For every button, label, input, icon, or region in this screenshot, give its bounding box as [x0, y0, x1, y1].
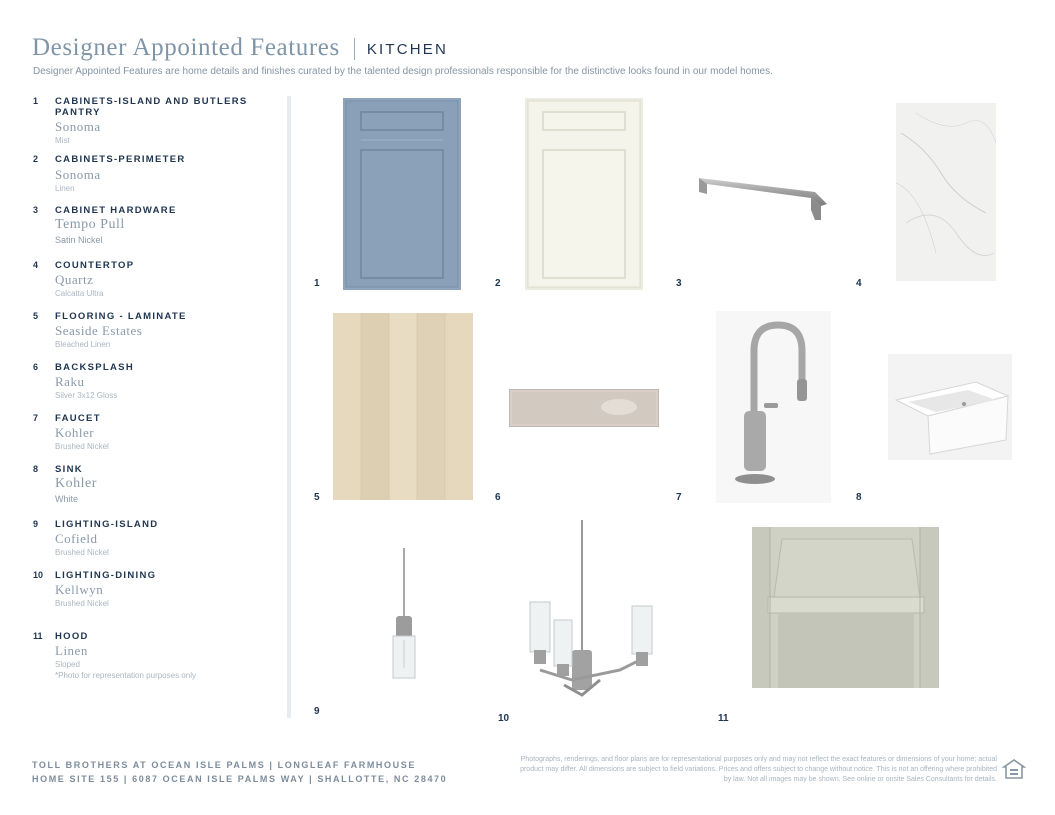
- image-label: 10: [498, 713, 510, 724]
- feature-product: Tempo Pull: [55, 217, 125, 232]
- feature-number: 5: [33, 311, 39, 321]
- feature-product: Sonoma: [55, 167, 101, 182]
- community-line-1: TOLL BROTHERS AT OCEAN ISLE PALMS | LONGLEAF FARMHOUSE: [32, 760, 416, 770]
- image-label: 6: [495, 492, 501, 503]
- community-line-2: HOME SITE 155 | 6087 OCEAN ISLE PALMS WAY | SHALLOTTE, NC 28470: [32, 774, 448, 784]
- backsplash-tile-image: [509, 389, 659, 427]
- cabinet-pull-image: [695, 162, 835, 226]
- feature-number: 10: [33, 570, 44, 580]
- title-divider: [354, 38, 355, 60]
- feature-category: FAUCET: [55, 413, 101, 424]
- feature-category: BACKSPLASH: [55, 362, 134, 373]
- feature-number: 1: [33, 96, 39, 106]
- feature-category: CABINETS-PERIMETER: [55, 154, 186, 165]
- feature-category: COUNTERTOP: [55, 260, 135, 271]
- image-label: 7: [676, 492, 682, 503]
- feature-finish: Brushed Nickel: [55, 442, 109, 451]
- feature-category: LIGHTING-ISLAND: [55, 519, 159, 530]
- feature-finish: Sloped: [55, 660, 80, 669]
- feature-finish: Mist: [55, 136, 70, 145]
- feature-finish: Linen: [55, 184, 75, 193]
- feature-product: Cofield: [55, 531, 98, 546]
- feature-note: *Photo for representation purposes only: [55, 671, 196, 680]
- feature-product: Kellwyn: [55, 582, 104, 597]
- feature-product: Kohler: [55, 425, 95, 440]
- sink-image: [888, 354, 1012, 460]
- feature-number: 11: [33, 631, 43, 641]
- feature-finish: Brushed Nickel: [55, 599, 109, 608]
- disclaimer-text: Photographs, renderings, and floor plans are for representational purposes only and may not reflect the exact features or dimensions of your home; actual product may differ. All dimensions are subject to field variations. Prices and offers subject to change without notice. This is not an offering where prohibited by law. Not all images may be shown. See online or onsite Sales Consultants for details.: [520, 756, 997, 783]
- feature-product: Quartz: [55, 272, 94, 287]
- community-info: [32, 758, 447, 786]
- feature-finish: Silver 3x12 Gloss: [55, 391, 118, 400]
- feature-category: SINK: [55, 464, 83, 475]
- room-title: KITCHEN: [366, 41, 449, 58]
- image-label: 8: [856, 492, 862, 503]
- feature-number: 8: [33, 464, 39, 474]
- feature-category: HOOD: [55, 631, 89, 642]
- page-title: Designer Appointed Features: [32, 34, 340, 61]
- column-divider: [287, 96, 291, 718]
- feature-number: 7: [33, 413, 39, 423]
- pendant-light-image: [380, 548, 428, 682]
- range-hood-image: [752, 527, 939, 688]
- feature-finish: Bleached Linen: [55, 340, 111, 349]
- chandelier-image: [520, 520, 660, 702]
- image-label: 3: [676, 278, 682, 289]
- faucet-image: [716, 311, 831, 503]
- image-label: 4: [856, 278, 862, 289]
- page-header: [32, 34, 448, 62]
- image-label: 11: [718, 713, 729, 724]
- feature-finish: Calcatta Ultra: [55, 289, 104, 298]
- feature-product: Kohler: [55, 476, 97, 491]
- feature-category: LIGHTING-DINING: [55, 570, 157, 581]
- intro-text: Designer Appointed Features are home details and finishes curated by the talented design professionals responsible for the distinctive looks found in our model homes.: [33, 66, 773, 77]
- feature-finish: Satin Nickel: [55, 235, 103, 245]
- image-label: 9: [314, 706, 320, 717]
- image-label: 2: [495, 278, 501, 289]
- feature-number: 6: [33, 362, 39, 372]
- equal-housing-icon: [1002, 758, 1026, 782]
- feature-product: Sonoma: [55, 119, 101, 134]
- cabinet-mist-image: [343, 98, 461, 290]
- image-label: 1: [314, 278, 320, 289]
- feature-category: CABINET HARDWARE: [55, 205, 177, 216]
- feature-number: 2: [33, 154, 39, 164]
- feature-product: Seaside Estates: [55, 323, 143, 338]
- feature-number: 9: [33, 519, 39, 529]
- feature-product: Raku: [55, 374, 85, 389]
- feature-category: CABINETS-ISLAND AND BUTLERS PANTRY: [55, 96, 248, 118]
- countertop-quartz-image: [896, 103, 996, 281]
- flooring-laminate-image: [333, 313, 473, 500]
- feature-product: Linen: [55, 643, 88, 658]
- cabinet-linen-image: [525, 98, 643, 290]
- image-label: 5: [314, 492, 320, 503]
- feature-category: FLOORING - LAMINATE: [55, 311, 187, 322]
- feature-finish: Brushed Nickel: [55, 548, 109, 557]
- feature-number: 4: [33, 260, 39, 270]
- feature-finish: White: [55, 494, 79, 504]
- feature-number: 3: [33, 205, 39, 215]
